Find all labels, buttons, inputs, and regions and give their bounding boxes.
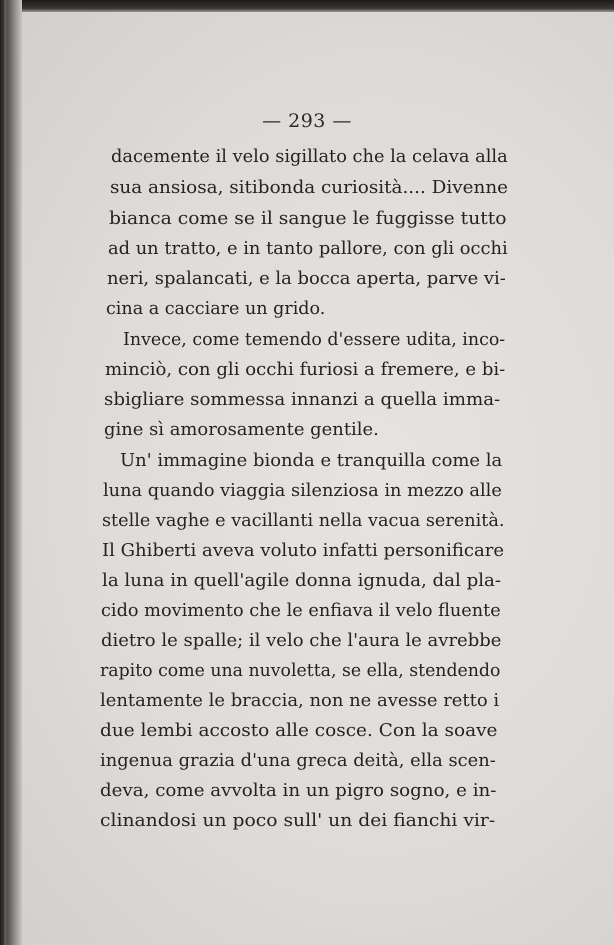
text-line: dacemente il velo sigillato che la celava alla [111,146,508,167]
text-line: neri, spalancati, e la bocca aperta, parve vi- [107,268,506,289]
text-line: sua ansiosa, sitibonda curiosità.... Divenne [110,177,509,198]
text-line: minciò, con gli occhi furiosi a fremere, e bi- [105,359,506,380]
text-line: stelle vaghe e vacillanti nella vacua serenità. [102,510,505,531]
text-line: ingenua grazia d'una greca deità, ella scen- [100,750,496,771]
text-line: dietro le spalle; il velo che l'aura le avrebbe [101,630,502,651]
text-line: sbigliare sommessa innanzi a quella imma- [104,389,501,410]
text-line: clinandosi un poco sull' un dei fianchi vir- [100,810,496,831]
text-line: Il Ghiberti aveva voluto infatti personificare [102,540,505,561]
text-line: ad un tratto, e in tanto pallore, con gli occhi [108,238,508,259]
text-line: cina a cacciare un grido. [106,298,326,319]
text-line: Un' immagine bionda e tranquilla come la [120,450,503,471]
text-line: rapito come una nuvoletta, se ella, stendendo [100,660,501,681]
top-shadow [0,0,614,12]
text-line: luna quando viaggia silenziosa in mezzo alle [103,480,502,501]
text-line: lentamente le braccia, non ne avesse retto i [100,690,500,711]
page-number: — 293 — [262,110,352,132]
text-line: deva, come avvolta in un pigro sogno, e in- [100,780,497,801]
text-line: la luna in quell'agile donna ignuda, dal pla- [102,570,502,591]
text-line: Invece, come temendo d'essere udita, inco- [123,329,506,350]
text-line: gine sì amorosamente gentile. [104,419,379,440]
spine-streak [4,0,7,945]
text-line: due lembi accosto alle cosce. Con la soave [100,720,498,741]
text-line: bianca come se il sangue le fuggisse tutto [109,208,507,229]
text-line: cido movimento che le enfiava il velo fluente [101,600,501,621]
